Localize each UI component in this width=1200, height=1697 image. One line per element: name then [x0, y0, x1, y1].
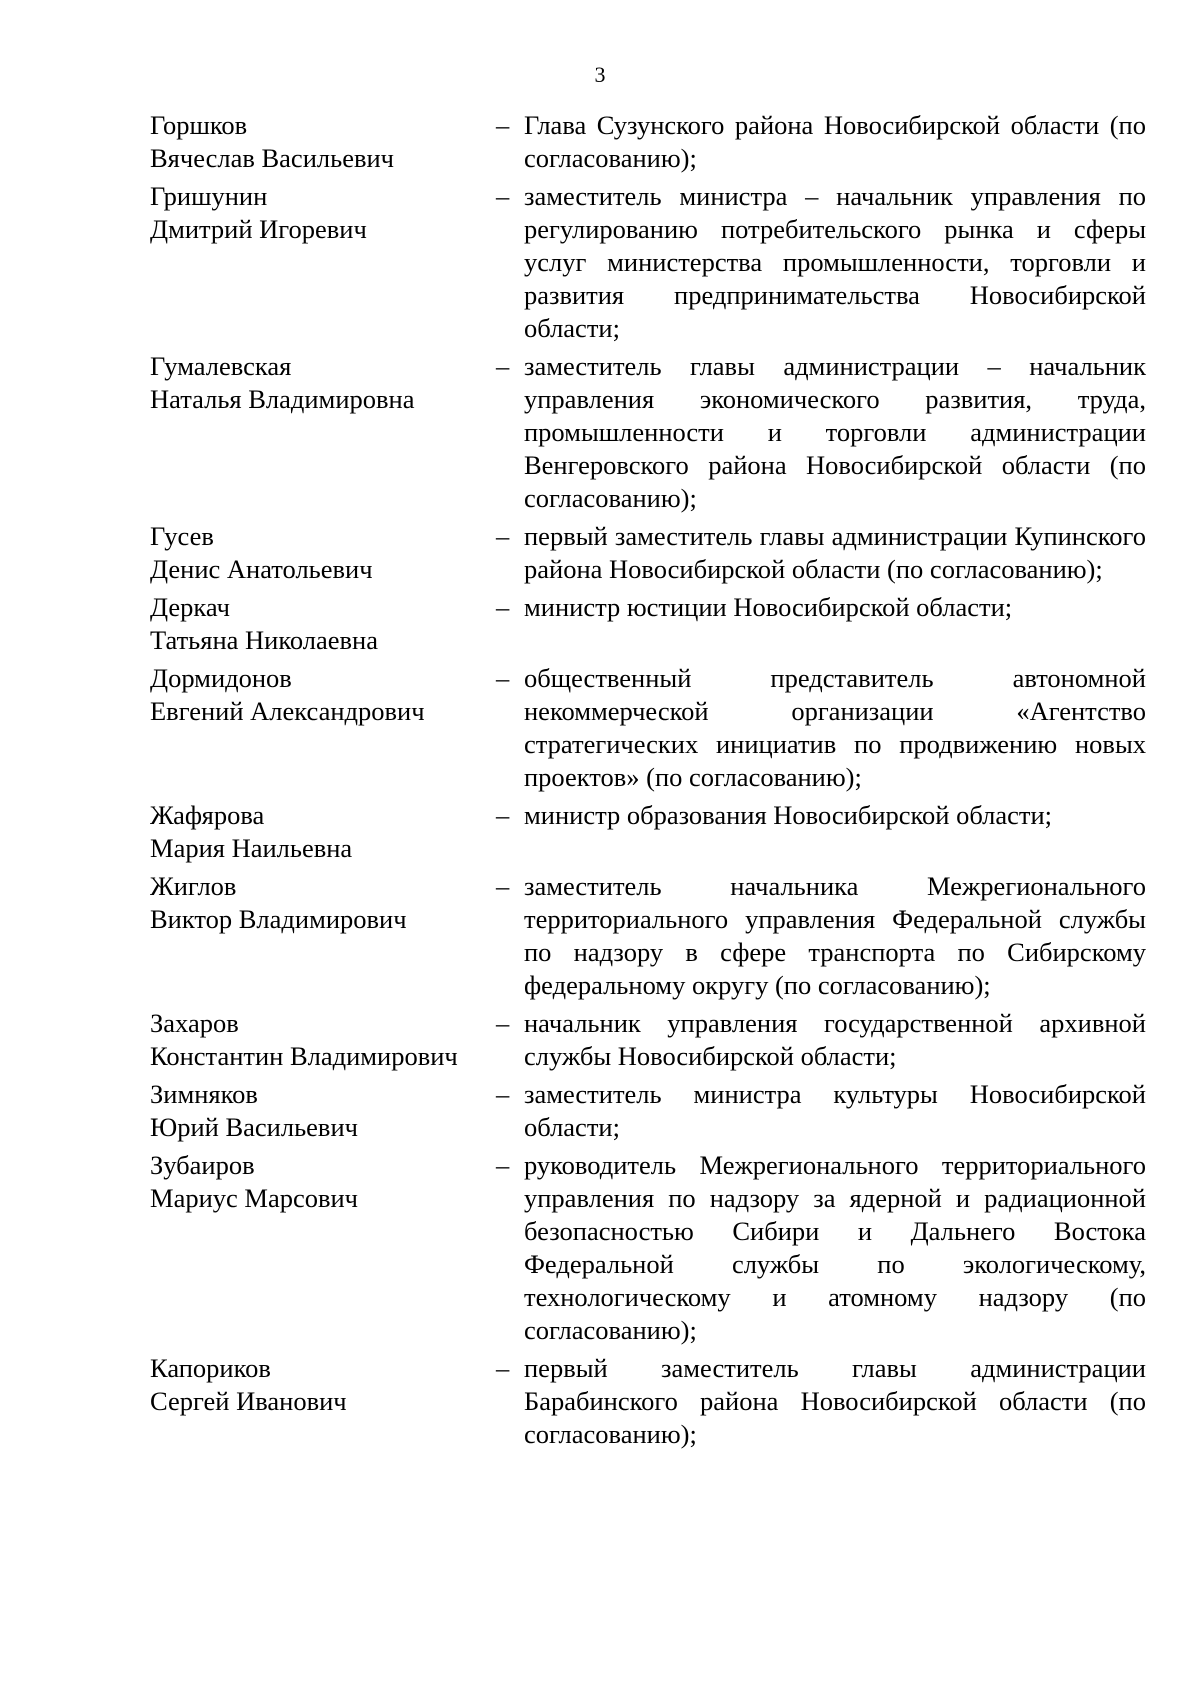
member-given-names: Константин Владимирович — [150, 1041, 458, 1071]
separator-dash: – — [496, 1079, 510, 1109]
member-role: заместитель министра культуры Новосибирской области; — [524, 1079, 1146, 1142]
list-item — [150, 1078, 1150, 1144]
separator-dash: – — [496, 592, 510, 622]
member-given-names: Юрий Васильевич — [150, 1112, 358, 1142]
member-name — [150, 1149, 496, 1215]
member-role: начальник управления государственной архивной службы Новосибирской области; — [524, 1008, 1146, 1071]
member-role: заместитель начальника Межрегионального территориального управления Федеральной службы по надзору в сфере транспорта по Сибирскому федеральному округу (по согласованию); — [524, 871, 1146, 1000]
member-name — [150, 350, 496, 416]
member-name — [150, 1078, 496, 1144]
separator-dash: – — [496, 351, 510, 381]
member-surname: Дормидонов — [150, 663, 292, 693]
member-surname: Капориков — [150, 1353, 271, 1383]
member-role: заместитель главы администрации – начальник управления экономического развития, труда, промышленности и торговли администрации Венгеровского района Новосибирской области (по согласованию); — [524, 351, 1146, 513]
list-item — [150, 870, 1150, 1002]
separator-dash: – — [496, 800, 510, 830]
member-role: первый заместитель главы администрации Барабинского района Новосибирской области (по согласованию); — [524, 1353, 1146, 1449]
list-item — [150, 350, 1150, 515]
member-given-names: Наталья Владимировна — [150, 384, 415, 414]
member-surname: Гумалевская — [150, 351, 292, 381]
member-role: общественный представитель автономной некоммерческой организации «Агентство стратегических инициатив по продвижению новых проектов» (по согласованию); — [524, 663, 1146, 792]
list-item — [150, 520, 1150, 586]
member-given-names: Мария Наильевна — [150, 833, 353, 863]
member-surname: Жиглов — [150, 871, 237, 901]
member-list — [150, 109, 1150, 1456]
member-given-names: Вячеслав Васильевич — [150, 143, 394, 173]
page-number: 3 — [594, 62, 606, 87]
separator-dash: – — [496, 1150, 510, 1180]
list-item — [150, 109, 1150, 175]
list-item — [150, 1149, 1150, 1347]
list-item — [150, 662, 1150, 794]
member-surname: Горшков — [150, 110, 248, 140]
member-role: заместитель министра – начальник управления по регулированию потребительского рынка и сферы услуг министерства промышленности, торговли и развития предпринимательства Новосибирской области; — [524, 181, 1146, 343]
list-item — [150, 799, 1150, 865]
member-role: первый заместитель главы администрации Купинского района Новосибирской области (по согласованию); — [524, 521, 1146, 584]
separator-dash: – — [496, 1008, 510, 1038]
member-name — [150, 520, 496, 586]
member-surname: Жафярова — [150, 800, 265, 830]
member-given-names: Сергей Иванович — [150, 1386, 347, 1416]
member-given-names: Мариус Марсович — [150, 1183, 359, 1213]
member-given-names: Виктор Владимирович — [150, 904, 407, 934]
member-surname: Зимняков — [150, 1079, 258, 1109]
list-item — [150, 1007, 1150, 1073]
list-item — [150, 180, 1150, 345]
list-item — [150, 1352, 1150, 1451]
member-name — [150, 870, 496, 936]
separator-dash: – — [496, 181, 510, 211]
member-name — [150, 1352, 496, 1418]
member-given-names: Дмитрий Игоревич — [150, 214, 367, 244]
separator-dash: – — [496, 663, 510, 693]
member-name — [150, 591, 496, 657]
member-given-names: Денис Анатольевич — [150, 554, 373, 584]
separator-dash: – — [496, 110, 510, 140]
member-name — [150, 180, 496, 246]
member-surname: Деркач — [150, 592, 230, 622]
member-role: руководитель Межрегионального территориального управления по надзору за ядерной и радиационной безопасностью Сибири и Дальнего Востока Федеральной службы по экологическому, технологическому и атомному надзору (по согласованию); — [524, 1150, 1146, 1345]
member-given-names: Татьяна Николаевна — [150, 625, 378, 655]
member-role: министр образования Новосибирской области; — [524, 800, 1053, 830]
separator-dash: – — [496, 871, 510, 901]
member-name — [150, 662, 496, 728]
member-surname: Гусев — [150, 521, 214, 551]
separator-dash: – — [496, 521, 510, 551]
member-name — [150, 799, 496, 865]
member-surname: Захаров — [150, 1008, 239, 1038]
separator-dash: – — [496, 1353, 510, 1383]
member-name — [150, 109, 496, 175]
member-given-names: Евгений Александрович — [150, 696, 425, 726]
member-surname: Гришунин — [150, 181, 268, 211]
member-surname: Зубаиров — [150, 1150, 255, 1180]
list-item — [150, 591, 1150, 657]
member-name — [150, 1007, 496, 1073]
member-role: министр юстиции Новосибирской области; — [524, 592, 1013, 622]
member-role: Глава Сузунского района Новосибирской области (по согласованию); — [524, 110, 1146, 173]
